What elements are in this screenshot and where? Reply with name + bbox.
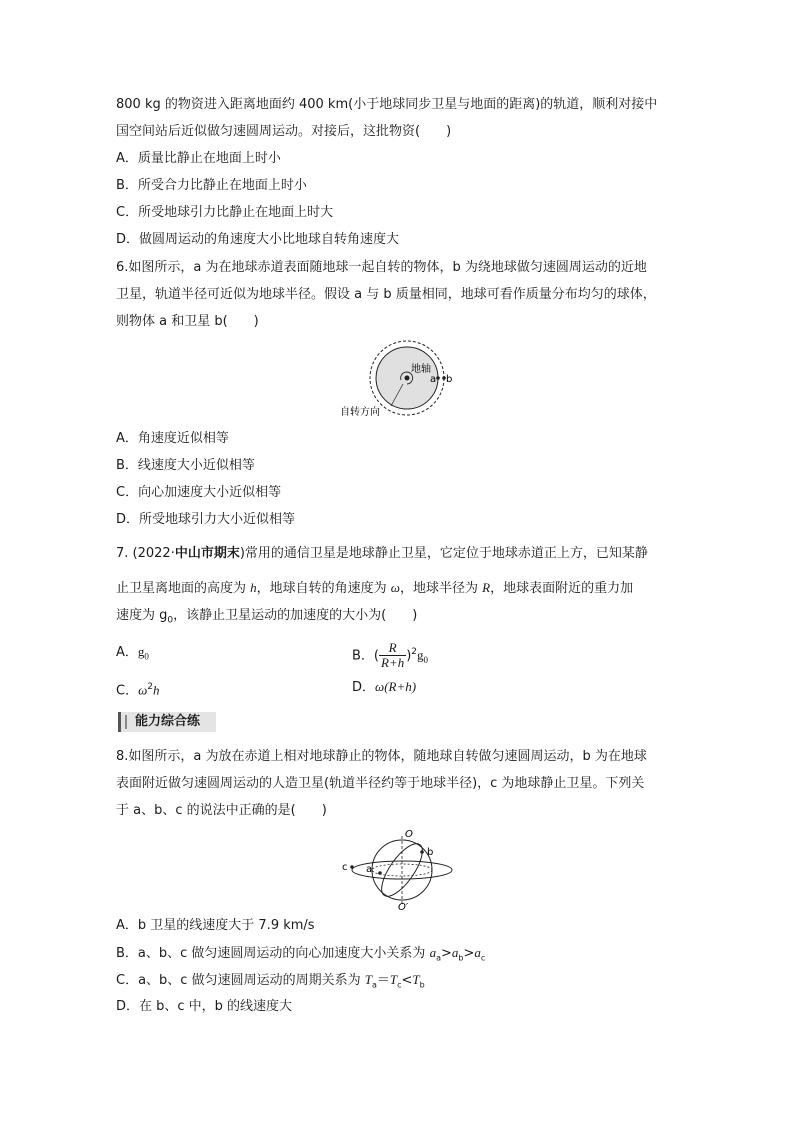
q7-stem-line3: 速度为 $g_0$，该静止卫星运动的加速度的大小为( ) (116, 608, 418, 626)
q6-stem-line2: 卫星，轨道半径可近似为地球半径。假设 a 与 b 质量相同，地球可看作质量分布均匀的球体， (116, 287, 656, 302)
q8-stem-line2: 表面附近做匀速圆周运动的人造卫星(轨道半径约等于地球半径)，c 为地球静止卫星。下列关 (116, 776, 645, 791)
q7-stem-line1: 7. (2022·中山市期末)常用的通信卫星是地球静止卫星，它定位于地球赤道正上方，已知某静 (116, 546, 648, 561)
q8-stem-line3: 于 a、b、c 的说法中正确的是( ) (116, 803, 327, 818)
q6-rotation-label: 自转方向 (340, 407, 380, 418)
q8-point-c-dot (350, 865, 354, 869)
q8-label-a: a (366, 864, 373, 875)
q8-label-c: c (342, 862, 348, 873)
q7-stem-line2: 止卫星离地面的高度为 h，地球自转的角速度为 ω，地球半径为 R，地球表面附近的重力加 (116, 580, 634, 596)
q7-option-b-fraction: $\frac{R}{R+h}$ (381, 640, 405, 671)
q5-stem-line2: 国空间站后近似做匀速圆周运动。对接后，这批物资( ) (116, 124, 452, 139)
q6-axis-label: 地轴 (411, 364, 431, 375)
q6-option-c: C．向心加速度大小近似相等 (116, 485, 282, 500)
q8-earth-figure (340, 826, 460, 912)
q6-axis-dot (405, 376, 410, 381)
q8-option-d: D．在 b、c 中，b 的线速度大 (116, 999, 293, 1014)
q8-label-O-top: O (405, 829, 413, 840)
q6-stem-line3: 则物体 a 和卫星 b( ) (116, 314, 259, 329)
q6-stem-line1: 6.如图所示，a 为在地球赤道表面随地球一起自转的物体，b 为绕地球做匀速圆周运动的近地 (116, 260, 647, 275)
q8-option-a: A．b 卫星的线速度大于 7.9 km/s (116, 918, 315, 933)
section-header (118, 712, 216, 732)
q6-point-a-dot (436, 376, 440, 380)
q8-option-c: C．a、b、c 做匀速圆周运动的周期关系为 $T_a=T_c<T_b$ (116, 972, 425, 990)
q5-option-c: C．所受地球引力比静止在地面上时大 (116, 205, 334, 220)
q5-option-b: B．所受合力比静止在地面上时小 (116, 178, 307, 193)
q5-option-d: D．做圆周运动的角速度大小比地球自转角速度大 (116, 232, 400, 247)
q8-label-O-bottom: O′ (398, 902, 409, 912)
q6-option-a: A．角速度近似相等 (116, 431, 229, 446)
q7-source: 中山市期末 (174, 546, 240, 561)
q8-point-b-dot (420, 850, 424, 854)
q7-option-a: A．$g_0$ (116, 644, 149, 662)
q6-label-a: a (430, 374, 437, 385)
q7-option-b: B．( $\frac{R}{R+h}$ )$^2g_0$ (352, 640, 429, 671)
q8-label-b: b (427, 847, 434, 858)
q6-label-b: b (446, 374, 453, 385)
q8-point-a-dot (378, 871, 382, 875)
q6-earth-figure (335, 340, 465, 420)
section-title: 能力综合练 (135, 714, 201, 729)
q5-option-a: A．质量比静止在地面上时小 (116, 151, 281, 166)
q5-stem-line1: 800 kg 的物资进入距离地面约 400 km(小于地球同步卫星与地面的距离)的轨道，顺利对接中 (116, 97, 658, 112)
q8-option-b: B．a、b、c 做匀速圆周运动的向心加速度大小关系为 $a_a>a_b>a_c$ (116, 945, 486, 963)
q7-option-d: D．ω(R+h) (352, 679, 417, 695)
q6-option-b: B．线速度大小近似相等 (116, 458, 255, 473)
q8-stem-line1: 8.如图所示，a 为放在赤道上相对地球静止的物体，随地球自转做匀速圆周运动，b 为在地球 (116, 749, 647, 764)
q6-option-d: D．所受地球引力大小近似相等 (116, 512, 296, 527)
q7-option-c: C．$\omega^2h$ (116, 682, 160, 699)
